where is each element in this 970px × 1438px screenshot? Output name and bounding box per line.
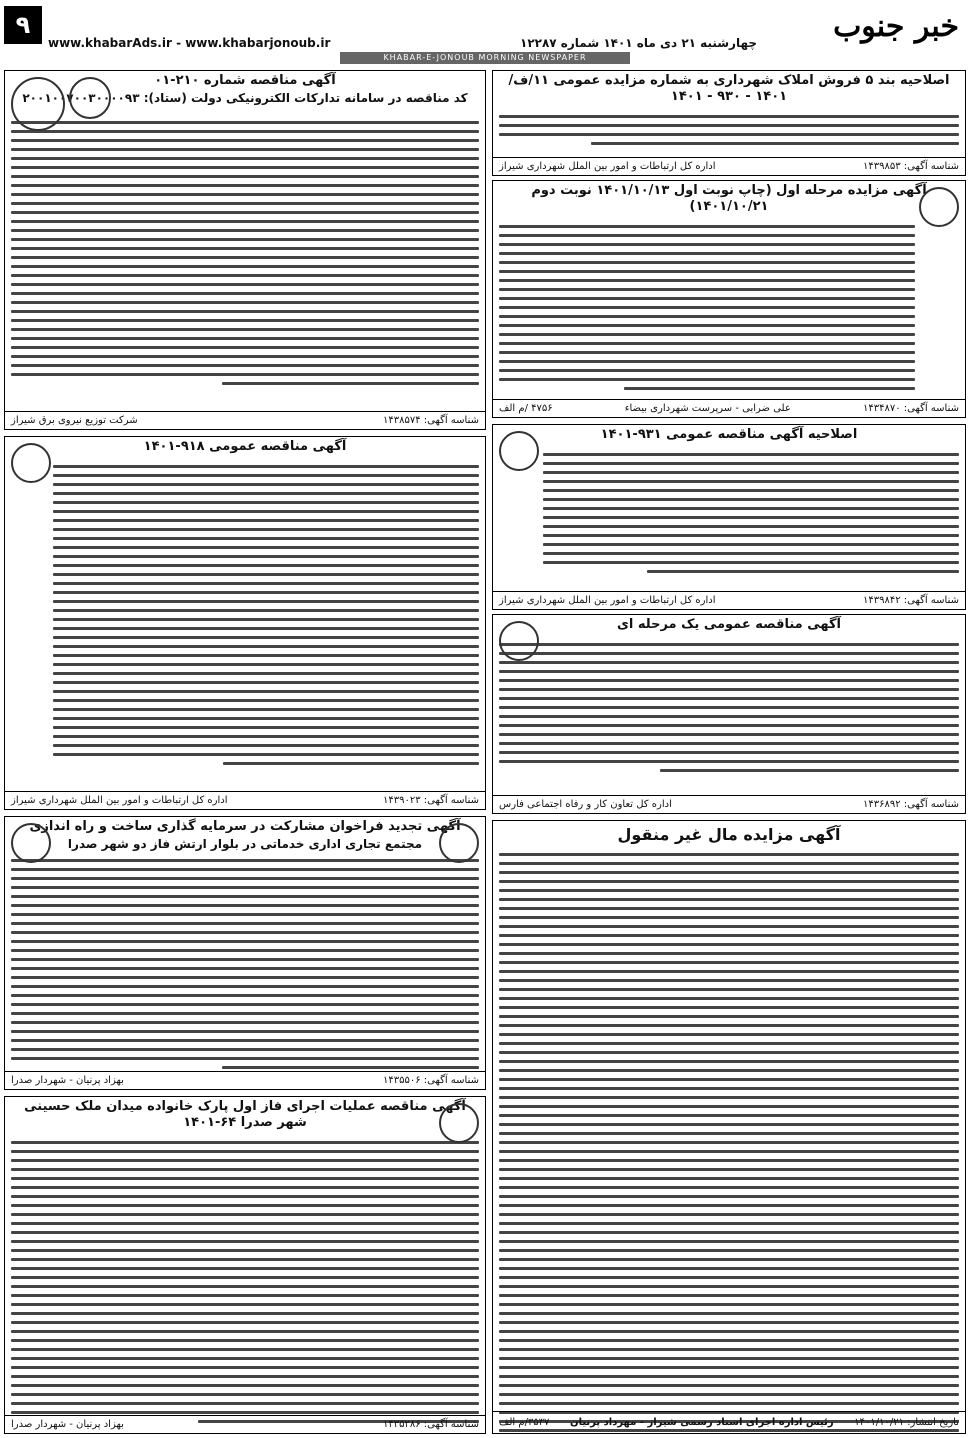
ad-title: آگهی مزایده مال غیر منقول (617, 825, 841, 844)
ad-publisher: اداره کل ارتباطات و امور بین الملل شهرداری شیراز (499, 595, 716, 606)
ad-tender-210-electricity (4, 70, 486, 430)
ad-body (493, 635, 965, 780)
logo-text: خبر جنوب (833, 9, 959, 44)
ad-id: شناسه آگهی: ۱۴۳۸۵۷۴ (382, 415, 479, 426)
municipality-seal (499, 431, 539, 471)
municipality-seal-sadra (439, 1103, 479, 1143)
ad-id: شناسه آگهی: ۱۴۳۵۲۸۶ (382, 1419, 479, 1430)
ad-subtitle: مجتمع تجاری اداری خدماتی در بلوار ارتش فاز دو شهر صدرا (67, 837, 423, 851)
ad-auction-beyza (492, 180, 966, 418)
ad-footer (493, 1411, 965, 1433)
ad-title: آگهی مناقصه عمومی یک مرحله ای (616, 617, 842, 632)
ad-footer (5, 1071, 485, 1089)
ad-id: شناسه آگهی: ۱۴۳۹۸۴۲ (862, 595, 959, 606)
ad-publisher: بهزاد پرنیان - شهردار صدرا (11, 1419, 124, 1430)
ad-body (493, 445, 965, 581)
ad-title: اصلاحیه آگهی مناقصه عمومی ۹۳۱-۱۴۰۱ (600, 427, 858, 442)
subheader-bar: KHABAR-E-JONOUB MORNING NEWSPAPER (340, 52, 630, 64)
ad-correction-property-sale (492, 70, 966, 176)
ad-title: آگهی مناقصه عمومی ۹۱۸-۱۴۰۱ (143, 439, 347, 454)
ad-body (493, 845, 965, 1434)
ad-ref: ۳۵۳۷/م الف (499, 1417, 550, 1428)
ad-footer (5, 411, 485, 429)
ad-body (5, 1133, 485, 1431)
ad-tender-park-sadra (4, 1096, 486, 1434)
ad-id: شناسه آگهی: ۱۴۳۶۸۹۲ (862, 799, 959, 810)
ad-footer (493, 591, 965, 609)
website-urls[interactable]: www.khabarAds.ir - www.khabarjonoub.ir (48, 36, 331, 50)
page-number: ۹ (4, 6, 42, 44)
ad-publisher: اداره کل ارتباطات و امور بین الملل شهرداری شیراز (499, 161, 716, 172)
ad-tender-labor-fars (492, 614, 966, 814)
ad-publisher: اداره کل ارتباطات و امور بین الملل شهرداری شیراز (11, 795, 228, 806)
iso-certification-badge (69, 77, 111, 119)
ad-id: شناسه آگهی: ۱۴۳۹۰۲۳ (382, 795, 479, 806)
ad-title: آگهی مناقصه شماره ۲۱۰-۰۱ (154, 73, 336, 88)
ad-title: آگهی مناقصه عملیات اجرای فاز اول پارک خانواده میدان ملک حسینی شهر صدرا ۶۴-۱۴۰۱ (24, 1099, 466, 1130)
ad-body (493, 107, 965, 153)
ad-signature: رئیس اداره اجرای اسناد رسمی شیراز - مهرداد پرنیان (570, 1417, 834, 1428)
newspaper-logo (824, 4, 964, 44)
ad-body (5, 457, 485, 773)
ad-footer (5, 1415, 485, 1433)
ad-ref: ۴۷۵۶ /م الف (499, 403, 553, 414)
municipality-seal-sadra (439, 823, 479, 863)
municipality-seal-sadra-2 (11, 823, 51, 863)
company-logo (11, 77, 65, 131)
ad-footer (5, 791, 485, 809)
municipality-seal (11, 443, 51, 483)
municipality-seal (919, 187, 959, 227)
ad-correction-tender-931 (492, 424, 966, 610)
issue-date: چهارشنبه ۲۱ دی ماه ۱۴۰۱ شماره ۱۲۲۸۷ (520, 36, 758, 50)
ad-investment-sadra (4, 816, 486, 1090)
masthead (0, 0, 970, 62)
ad-publisher: شرکت توزیع نیروی برق شیراز (11, 415, 138, 426)
ad-title: آگهی مزایده مرحله اول (چاپ نوبت اول ۱۴۰۱/۱۰/۱۳ نوبت دوم ۱۴۰۱/۱۰/۲۱) (531, 183, 927, 214)
ad-tender-918 (4, 436, 486, 810)
ad-id: شناسه آگهی: ۱۴۳۹۸۵۳ (862, 161, 959, 172)
ad-footer (493, 795, 965, 813)
ad-id: شناسه آگهی: ۱۴۳۴۸۷۰ (862, 403, 959, 414)
ad-body (5, 113, 485, 393)
ad-id: شناسه آگهی: ۱۴۳۵۵۰۶ (382, 1075, 479, 1086)
ad-title: اصلاحیه بند ۵ فروش املاک شهرداری به شماره مزایده عمومی ۱۱/ف/۱۴۰۱ - ۹۳۰ - ۱۴۰۱ (508, 73, 950, 104)
ad-body (493, 217, 965, 398)
ad-subtitle: کد مناقصه در سامانه تدارکات الکترونیکی دولت (ستاد): ۲۰۰۱۰۰۷۰۰۳۰۰۰۰۹۳ (22, 91, 468, 105)
ad-title: آگهی تجدید فراخوان مشارکت در سرمایه گذاری ساخت و راه اندازی (29, 819, 461, 834)
ad-real-estate-auction (492, 820, 966, 1434)
ad-publisher: اداره کل تعاون کار و رفاه اجتماعی فارس (499, 799, 672, 810)
ad-body (5, 851, 485, 1077)
ad-footer (493, 157, 965, 175)
ad-publisher: بهزاد پرنیان - شهردار صدرا (11, 1075, 124, 1086)
government-emblem (499, 621, 539, 661)
ad-footer (493, 399, 965, 417)
publish-date: تاریخ انتشار: ۱۴۰۱/۱۰/۲۱ (854, 1417, 959, 1428)
ad-publisher: علی ضرابی - سرپرست شهرداری بیضاء (624, 403, 791, 414)
